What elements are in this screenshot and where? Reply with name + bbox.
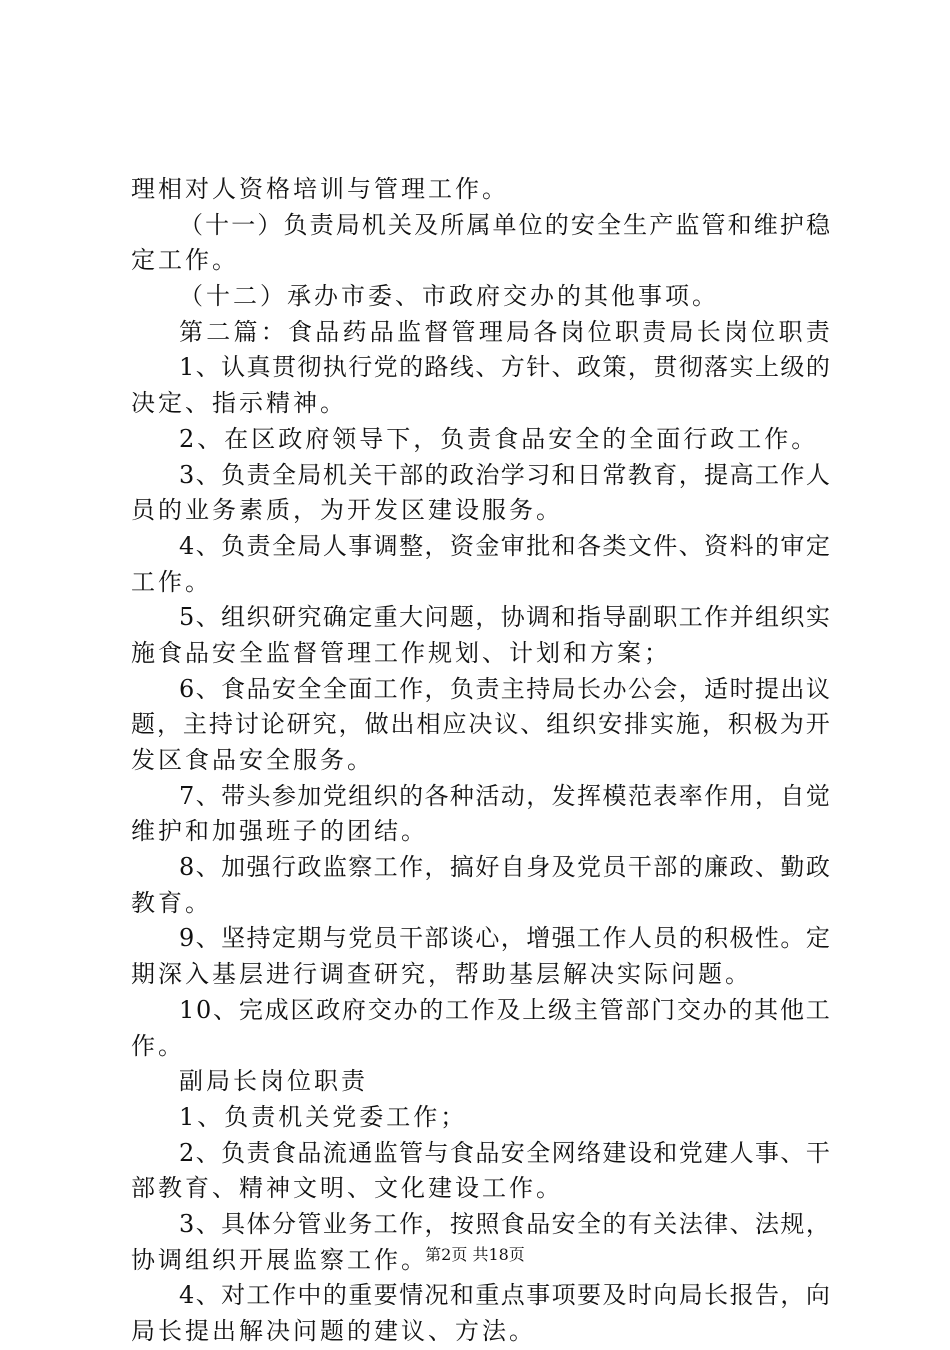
text-line: 部教育、精神文明、文化建设工作。 [131, 1174, 563, 1203]
text-line: 第 二 篇 ： 食 品 药 品 监 督 管 理 局 各 岗 位 职 责 局 长 岗 位 职 责 [179, 317, 830, 346]
text-line: 题 ， 主 持 讨 论 研 究 ， 做 出 相 应 决 议 、 组 织 安 排 实 施 ， 积 极 为 开 [131, 710, 830, 739]
text-line: 1 0 、 完 成 区 政 府 交 办 的 工 作 及 上 级 主 管 部 门 交 办 的 其 他 工 [179, 995, 830, 1024]
text-line: 副局长岗位职责 [179, 1067, 368, 1096]
text-line: 教育。 [131, 888, 212, 917]
text-line: 2 、 负 责 食 品 流 通 监 管 与 食 品 安 全 网 络 建 设 和 党 建 人 事 、 干 [179, 1138, 830, 1167]
text-line: 定工作。 [131, 246, 239, 275]
text-line: 施食品安全监督管理工作规划、计划和方案； [131, 638, 671, 667]
text-line: 发区食品安全服务。 [131, 746, 374, 774]
text-line: 7 、 带 头 参 加 党 组 织 的 各 种 活 动 ， 发 挥 模 范 表 率 作 用 ， 自 觉 [179, 781, 830, 810]
text-line: 维护和加强班子的团结。 [131, 817, 428, 846]
text-line: 4 、 负 责 全 局 人 事 调 整 ， 资 金 审 批 和 各 类 文 件 、 资 料 的 审 定 [179, 531, 830, 560]
text-line: 作。 [131, 1031, 185, 1060]
text-line: 理相对人资格培训与管理工作。 [131, 175, 509, 203]
text-line: 1、负责机关党委工作； [179, 1102, 468, 1131]
text-line: 2、在区政府领导下，负责食品安全的全面行政工作。 [179, 424, 819, 453]
text-line: 工作。 [131, 567, 212, 596]
document-body [131, 172, 830, 1350]
text-line: 3 、 具 体 分 管 业 务 工 作 ， 按 照 食 品 安 全 的 有 关 法 律 、 法 规 ， [179, 1209, 830, 1238]
text-line: 3 、 负 责 全 局 机 关 干 部 的 政 治 学 习 和 日 常 教 育 ， 提 高 工 作 人 [179, 460, 830, 489]
text-line: 6 、 食 品 安 全 全 面 工 作 ， 负 责 主 持 局 长 办 公 会 ， 适 时 提 出 议 [179, 674, 830, 703]
text-line: （十二）承办市委、市政府交办的其他事项。 [179, 282, 719, 311]
text-line: 4 、 对 工 作 中 的 重 要 情 况 和 重 点 事 项 要 及 时 向 局 长 报 告 ， 向 [179, 1281, 830, 1310]
text-line: 局长提出解决问题的建议、方法。 [131, 1317, 536, 1345]
text-line: 员的业务素质，为开发区建设服务。 [131, 496, 563, 525]
text-line: 决定、指示精神。 [131, 389, 347, 418]
text-line: 8 、 加 强 行 政 监 察 工 作 ， 搞 好 自 身 及 党 员 干 部 的 廉 政 、 勤 政 [179, 853, 830, 882]
text-line: 9 、 坚 持 定 期 与 党 员 干 部 谈 心 ， 增 强 工 作 人 员 的 积 极 性 。 定 [179, 924, 830, 953]
page-footer: 第2页 共18页 [425, 1245, 525, 1264]
text-line: 5 、 组 织 研 究 确 定 重 大 问 题 ， 协 调 和 指 导 副 职 工 作 并 组 织 实 [179, 603, 830, 632]
text-line: 期深入基层进行调查研究，帮助基层解决实际问题。 [131, 960, 752, 989]
text-line: 协调组织开展监察工作。 [131, 1245, 428, 1274]
text-line: （ 十 一 ） 负 责 局 机 关 及 所 属 单 位 的 安 全 生 产 监 管 和 维 护 稳 [179, 210, 830, 239]
text-line: 1 、 认 真 贯 彻 执 行 党 的 路 线 、 方 针 、 政 策 ， 贯 彻 落 实 上 级 的 [179, 353, 830, 382]
